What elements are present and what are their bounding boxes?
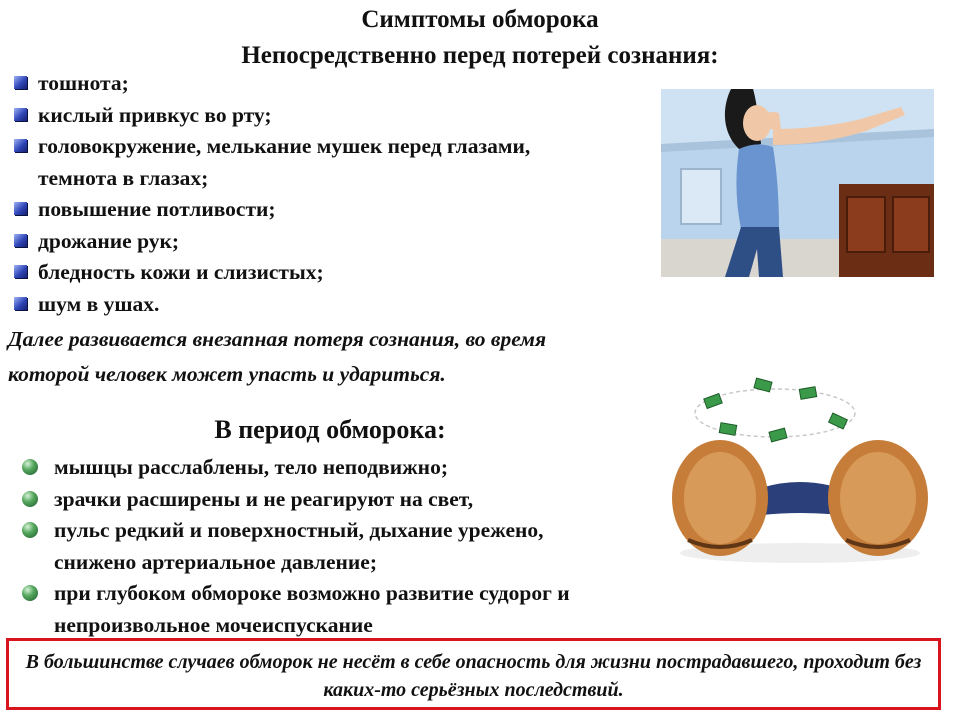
fainting-symptoms-list <box>18 452 618 641</box>
list-item: тошнота; <box>12 68 612 100</box>
square-bullet-icon <box>14 108 27 121</box>
square-bullet-icon <box>14 76 27 89</box>
transition-text: Далее развивается внезапная потеря сознания, во время которой человек может упасть и удариться. <box>8 327 547 386</box>
dizzy-woman-illustration <box>661 89 934 277</box>
ball-bullet-icon <box>22 522 38 538</box>
section-title: В период обморока: <box>214 415 446 444</box>
list-item: зрачки расширены и не реагируют на свет, <box>18 484 618 516</box>
list-item: мышцы расслаблены, тело неподвижно; <box>18 452 618 484</box>
ball-bullet-icon <box>22 585 38 601</box>
square-bullet-icon <box>14 265 27 278</box>
square-bullet-icon <box>14 297 27 310</box>
page-title: Симптомы обморока <box>361 6 599 33</box>
square-bullet-icon <box>14 139 27 152</box>
callout-text: В большинстве случаев обморок не несёт в себе опасность для жизни пострадавшего, проходит без каких-то серьёзных последствий. <box>25 651 922 701</box>
square-bullet-icon <box>14 234 27 247</box>
pre-symptoms-list <box>12 68 612 320</box>
list-item: головокружение, мелькание мушек перед глазами, темнота в глазах; <box>12 131 558 194</box>
list-item: шум в ушах. <box>12 289 612 321</box>
fallen-person-illustration <box>660 368 940 568</box>
list-item: бледность кожи и слизистых; <box>12 257 612 289</box>
callout-box <box>6 638 941 710</box>
list-item: пульс редкий и поверхностный, дыхание урежено, снижено артериальное давление; <box>18 515 594 578</box>
ball-bullet-icon <box>22 491 38 507</box>
list-item: кислый привкус во рту; <box>12 100 612 132</box>
list-item: повышение потливости; <box>12 194 612 226</box>
subtitle: Непосредственно перед потерей сознания: <box>241 42 719 69</box>
list-item: при глубоком обмороке возможно развитие судорог и непроизвольное мочеиспускание <box>18 578 624 641</box>
list-item: дрожание рук; <box>12 226 612 258</box>
ball-bullet-icon <box>22 459 38 475</box>
square-bullet-icon <box>14 202 27 215</box>
